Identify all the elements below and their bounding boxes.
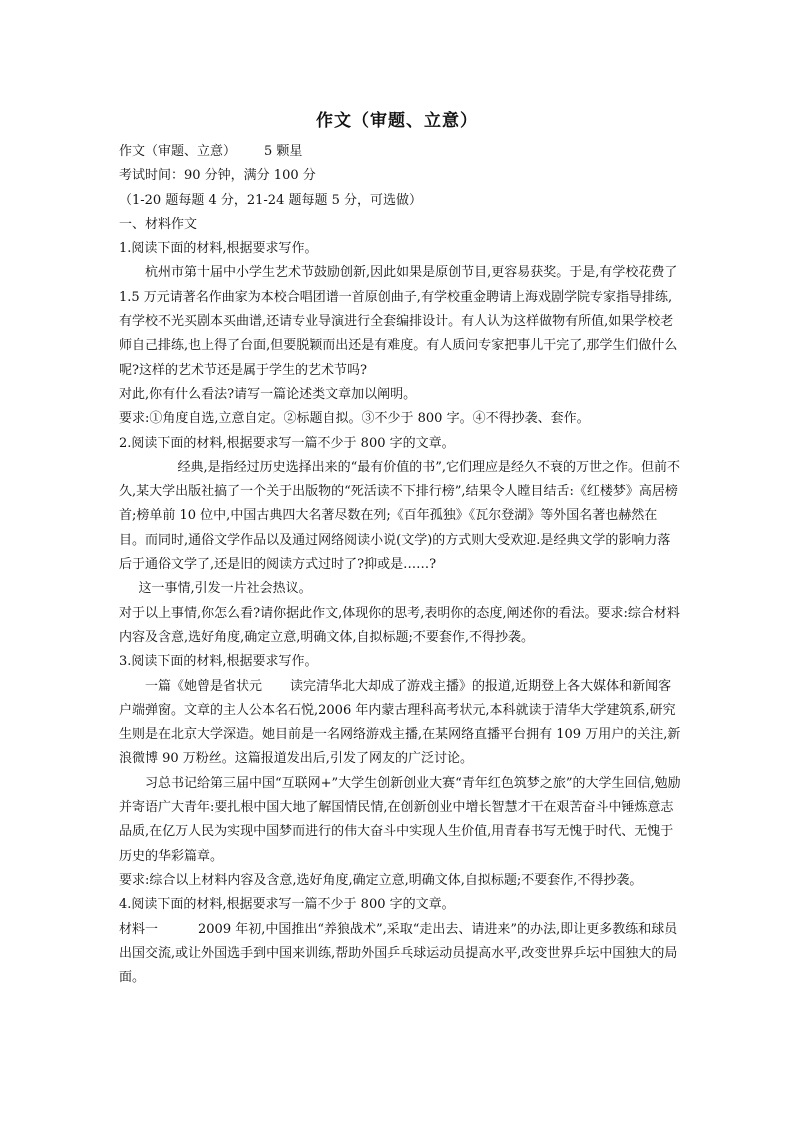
exam-info: 考试时间：90 分钟，满分 100 分 — [119, 168, 316, 184]
question-1-requirement: 要求:①角度自选,立意自定。②标题自拟。③不少于 800 字。④不得抄袭、套作。 — [119, 411, 590, 427]
article-title-part: 一篇《她曾是省状元 — [145, 678, 263, 694]
question-2-material: 经典,是指经过历史选择出来的“最有价值的书”,它们理应是经久不衰的万世之作。但前不久,某大学出版社搞了一个关于出版物的“死活读不下排行榜”,结果令人瞠目结舌:《红楼梦》高居榜首;榜单前 10 位中,中国古典四大名著尽数在列;《百年孤独》《瓦尔登湖》等外国名著也赫然在目。而同时,通俗文学作品以及通过网络阅读小说(文学)的方式则大受欢迎.是经典文学的影响力落后于通俗文学了,还是旧的阅读方式过时了?抑或是……? — [119, 459, 681, 573]
question-2-prompt: 2.阅读下面的材料,根据要求写一篇不少于 800 字的文章。 — [119, 435, 455, 451]
question-4-prompt: 4.阅读下面的材料,根据要求写一篇不少于 800 字的文章。 — [119, 897, 455, 913]
score-note: （1-20 题每题 4 分，21-24 题每题 5 分，可选做） — [119, 192, 423, 208]
material-text: 2009 年初,中国推出“养狼战术”,采取“走出去、请进来”的办法,即让更多教练和球员出国交流,或让外国选手到中国来训练,帮助外国乒乓球运动员提高水平,改变世界乒坛中国独大的局面。 — [119, 921, 678, 986]
document-body — [119, 140, 681, 990]
document-title: 作文（审题、立意） — [316, 111, 478, 131]
material-label: 材料一 — [119, 921, 159, 937]
question-1-question: 对此,你有什么看法?请写一篇论述类文章加以阐明。 — [119, 386, 417, 402]
question-3-prompt: 3.阅读下面的材料,根据要求写作。 — [119, 654, 318, 670]
question-1-material: 杭州市第十届中小学生艺术节鼓励创新,因此如果是原创节目,更容易获奖。于是,有学校花费了 1.5 万元请著名作曲家为本校合唱团谱一首原创曲子,有学校重金聘请上海戏剧学院专家指导排练,有学校不光买剧本买曲谱,还请专业导演进行全套编排设计。有人认为这样做物有所值,如果学校老师自己排练,也上得了台面,但要脱颖而出还是有难度。有人质问专家把事儿干完了,那学生们做什么呢?这样的艺术节还是属于学生的艺术节吗? — [119, 265, 678, 378]
question-3-requirement: 要求:综合以上材料内容及含意,选好角度,确定立意,明确文体,自拟标题;不要套作,不得抄袭。 — [119, 872, 643, 888]
question-1-prompt: 1.阅读下面的材料,根据要求写作。 — [119, 241, 318, 257]
question-3-material-2: 习总书记给第三届中国“互联网+”大学生创新创业大赛“青年红色筑梦之旅”的大学生回信,勉励并寄语广大青年:要扎根中国大地了解国情民情,在创新创业中增长智慧才干在艰苦奋斗中锤炼意志品质,在亿万人民为实现中国梦而进行的伟大奋斗中实现人生价值,用青春书写无愧于时代、无愧于历史的华彩篇章。 — [119, 775, 681, 864]
difficulty-stars: 5 颗星 — [264, 144, 303, 159]
question-2-requirement: 对于以上事情,你怎么看?请你据此作文,体现你的思考,表明你的态度,阐述你的看法。要求:综合材料内容及含意,选好角度,确定立意,明确文体,自拟标题;不要套作,不得抄袭。 — [119, 605, 680, 645]
question-3-material-1 — [119, 675, 681, 772]
subject-label: 作文（审题、立意） — [119, 144, 237, 159]
header-line — [119, 140, 681, 164]
section-heading: 一、材料作文 — [119, 216, 198, 232]
question-2-material-2: 这一事情,引发一片社会热议。 — [138, 581, 312, 597]
article-body-part: 读完清华北大却成了游戏主播》的报道,近期登上各大媒体和新闻客户端弹窗。文章的主人公本名石悦,2006 年内蒙古理科高考状元,本科就读于清华大学建筑系,研究生则是在北京大学深造。她目前是一名网络游戏主播,在某网络直播平台拥有 109 万用户的关注,新浪微博 90 万粉丝。这篇报道发出后,引发了网友的广泛讨论。 — [119, 678, 681, 767]
question-4-material-1 — [119, 918, 681, 991]
